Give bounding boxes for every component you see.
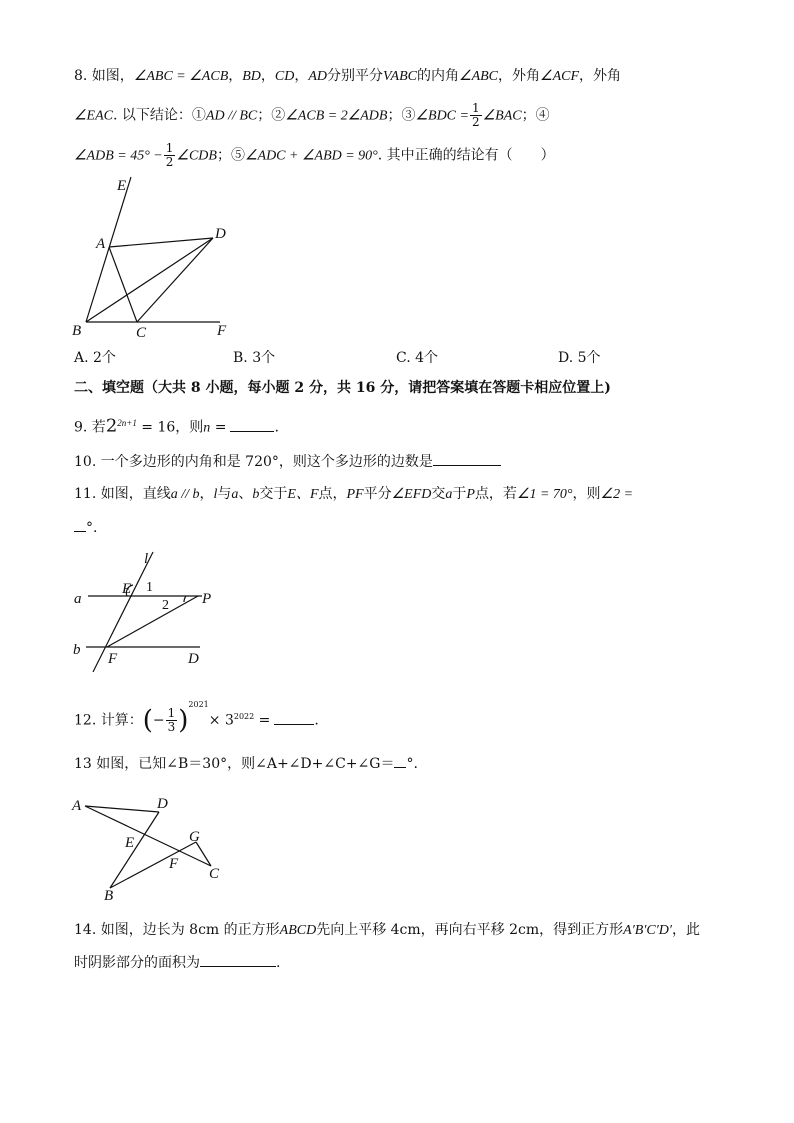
q11-label-b: b bbox=[73, 642, 81, 658]
q9-text: ，则 bbox=[175, 419, 204, 436]
q8-label-f: F bbox=[217, 323, 227, 339]
q10-answer-blank[interactable] bbox=[433, 451, 501, 466]
q11-text: ， bbox=[199, 486, 214, 502]
q8-option-c[interactable]: C. 4个 bbox=[396, 350, 439, 366]
q8-option-a[interactable]: A. 2个 bbox=[74, 350, 116, 366]
q11-label-f: F bbox=[108, 651, 118, 667]
q13-label-c: C bbox=[209, 866, 220, 882]
q11-text: 点，若 bbox=[474, 486, 517, 502]
q8-eq1: ∠ABC = ∠ACB bbox=[133, 69, 229, 84]
q11-parallel: a // b bbox=[170, 487, 200, 502]
frac-den: 2 bbox=[165, 155, 174, 169]
q12-eq: = bbox=[254, 712, 271, 729]
q11-label-1: 1 bbox=[146, 580, 153, 595]
q11-text: 点， bbox=[318, 486, 347, 502]
q11-line-2 bbox=[74, 517, 97, 538]
q11-text: °. bbox=[86, 520, 98, 536]
q8-statement-4a: ∠ADB = 45° − bbox=[74, 148, 163, 164]
q9-base: 2 bbox=[105, 415, 118, 437]
q8-line-3 bbox=[74, 142, 555, 169]
q13-label-b: B bbox=[104, 888, 114, 904]
q11-a: a bbox=[231, 487, 239, 502]
q13-text-end: °. bbox=[406, 756, 418, 772]
q14-text: 先向上平移 4cm，再向右平移 2cm，得到正方形 bbox=[316, 922, 624, 938]
q11-pf: PF bbox=[346, 487, 364, 502]
q8-text: ，外角 bbox=[498, 68, 541, 84]
q8-bd: BD bbox=[242, 69, 261, 84]
q12-exponent-2: 2022 bbox=[233, 712, 255, 721]
q13-label-f: F bbox=[169, 856, 179, 872]
q14-end: . bbox=[276, 955, 281, 971]
q13-label-e: E bbox=[125, 835, 135, 851]
q12-times: × 3 bbox=[208, 712, 234, 729]
q11-answer-blank[interactable] bbox=[74, 517, 86, 532]
q8-tail: . 其中正确的结论有（ ） bbox=[377, 147, 555, 164]
q13-line-bg bbox=[110, 842, 196, 888]
q8-fraction-half bbox=[470, 102, 482, 129]
q11-label-e: E bbox=[122, 581, 132, 597]
q11-text: 交 bbox=[431, 486, 446, 502]
q14-line-1 bbox=[74, 920, 700, 941]
q11-label-2: 2 bbox=[162, 598, 169, 613]
q12-fraction-third bbox=[166, 707, 178, 734]
q9-eq2: = bbox=[210, 419, 227, 436]
q14-square: ABCD bbox=[279, 923, 317, 938]
q11-b: b bbox=[252, 487, 260, 502]
q8-figure bbox=[70, 172, 240, 344]
q8-statement-3b: ∠BAC bbox=[482, 108, 522, 124]
q9 bbox=[74, 413, 279, 439]
q9-eq: = 16 bbox=[136, 419, 176, 436]
q13-label-g: G bbox=[189, 829, 200, 845]
q12-paren-open: ( bbox=[142, 705, 153, 736]
q14-answer-blank[interactable] bbox=[200, 952, 276, 967]
q13-line-db bbox=[110, 812, 159, 888]
q10-text: 10. 一个多边形的内角和是 720°，则这个多边形的边数是 bbox=[74, 454, 433, 470]
q11-figure bbox=[66, 548, 226, 672]
q8-cd: CD bbox=[274, 69, 295, 84]
section-2-title: 二、填空题（大共 8 小题，每小题 2 分，共 16 分，请把答案填在答题卡相应位置上) bbox=[74, 380, 611, 396]
q8-angle-acf: ∠ACF bbox=[540, 69, 580, 84]
q11-text: 平分 bbox=[363, 486, 392, 502]
q8-text: ； bbox=[387, 107, 402, 124]
q13-answer-blank[interactable] bbox=[394, 753, 406, 768]
q9-prefix: 9. 若 bbox=[74, 419, 106, 436]
q8-marker-1: ① bbox=[191, 107, 206, 124]
q8-marker-3: ③ bbox=[401, 107, 416, 124]
q14-square-2: A′B′C′D′ bbox=[623, 923, 672, 938]
q8-text: ， bbox=[228, 68, 243, 84]
q11-label-p: P bbox=[202, 591, 212, 607]
q12-neg: − bbox=[152, 712, 165, 729]
q12-prefix: 12. 计算： bbox=[74, 712, 143, 729]
q10 bbox=[74, 451, 501, 472]
q12-answer-blank[interactable] bbox=[274, 710, 314, 725]
q8-ad: AD bbox=[308, 69, 328, 84]
q11-line-pf bbox=[107, 596, 198, 647]
q8-text: 的内角 bbox=[417, 68, 460, 84]
q11-ask: ∠2 = bbox=[600, 487, 634, 502]
q8-text: ， bbox=[294, 68, 309, 84]
q8-marker-2: ② bbox=[271, 107, 286, 124]
q11-text: ，则 bbox=[572, 486, 601, 502]
q8-line-cd bbox=[137, 238, 213, 322]
q14-text: ，此 bbox=[671, 922, 700, 938]
q9-end: . bbox=[274, 419, 279, 436]
q14-text: 时阴影部分的面积为 bbox=[74, 955, 200, 971]
q8-label-c: C bbox=[136, 325, 147, 341]
q9-answer-blank[interactable] bbox=[230, 417, 274, 432]
q8-marker-4: ④ bbox=[535, 107, 550, 124]
q8-text: ； bbox=[257, 107, 272, 124]
q8-statement-3a: ∠BDC = bbox=[415, 108, 469, 124]
frac-num: 1 bbox=[165, 141, 174, 155]
q8-prefix: 8. 如图， bbox=[74, 68, 134, 84]
q11-angle: ∠EFD bbox=[391, 487, 432, 502]
q11-text: 、 bbox=[238, 486, 253, 502]
q11-p: P bbox=[466, 487, 475, 502]
q11-l: l bbox=[213, 487, 218, 502]
q11-condition: ∠1 = 70° bbox=[516, 487, 573, 502]
q8-statement-4b: ∠CDB bbox=[176, 148, 217, 164]
q13-figure bbox=[68, 792, 228, 908]
q11-label-d: D bbox=[188, 651, 199, 667]
q8-text: . 以下结论： bbox=[113, 107, 192, 124]
q11-text: 11. 如图，直线 bbox=[74, 486, 171, 502]
q13 bbox=[74, 753, 418, 774]
q12-paren-close: ) bbox=[178, 705, 189, 736]
q12-exponent-1: 2021 bbox=[188, 700, 209, 709]
q11-text: 与 bbox=[217, 486, 232, 502]
q8-label-e: E bbox=[117, 178, 127, 194]
q8-text: ； bbox=[521, 107, 536, 124]
q12 bbox=[74, 700, 319, 738]
q14-line-2 bbox=[74, 952, 280, 973]
q8-fraction-half-2 bbox=[164, 142, 176, 169]
q8-triangle: VABC bbox=[383, 69, 418, 84]
q11-label-a: a bbox=[74, 591, 82, 607]
q8-text: ； bbox=[216, 147, 231, 164]
q8-marker-5: ⑤ bbox=[230, 147, 245, 164]
q11-line-l bbox=[93, 552, 153, 672]
q8-statement-5: ∠ADC + ∠ABD = 90° bbox=[244, 148, 378, 164]
q11-angle-2-arc bbox=[184, 596, 186, 602]
q8-text: 分别平分 bbox=[327, 68, 384, 84]
q8-line-2 bbox=[74, 102, 550, 129]
q13-label-a: A bbox=[72, 798, 82, 814]
q11-text: 于 bbox=[452, 486, 467, 502]
q8-angle-eac: ∠EAC bbox=[74, 108, 113, 124]
q8-option-b[interactable]: B. 3个 bbox=[233, 350, 276, 366]
q8-line-ad bbox=[109, 238, 213, 247]
q8-line-be bbox=[86, 177, 131, 322]
q11-label-l: l bbox=[144, 551, 149, 567]
q8-text: ， bbox=[260, 68, 275, 84]
q14-text: 14. 如图，边长为 8cm 的正方形 bbox=[74, 922, 280, 938]
frac-den: 2 bbox=[471, 115, 480, 129]
q8-angle-abc: ∠ABC bbox=[459, 69, 499, 84]
frac-den: 3 bbox=[167, 720, 176, 735]
q11-text: 交于 bbox=[259, 486, 288, 502]
q11-line-1 bbox=[74, 484, 633, 505]
q8-line-ac bbox=[109, 247, 137, 322]
q13-text: 13 如图，已知∠B＝30°，则∠A+∠D+∠C+∠G＝ bbox=[74, 756, 395, 772]
q8-label-b: B bbox=[72, 323, 82, 339]
q13-label-d: D bbox=[157, 796, 168, 812]
q11-ef: E、F bbox=[287, 487, 319, 502]
q8-statement-2: ∠ACB = 2∠ADB bbox=[285, 108, 388, 124]
frac-num: 1 bbox=[167, 706, 176, 721]
frac-num: 1 bbox=[471, 101, 480, 115]
q11-a2: a bbox=[445, 487, 453, 502]
q9-var: n bbox=[203, 420, 211, 436]
q8-label-a: A bbox=[96, 236, 106, 252]
q8-statement-1: AD // BC bbox=[205, 108, 258, 124]
q9-exponent: 2n+1 bbox=[117, 418, 137, 428]
q8-option-d[interactable]: D. 5个 bbox=[558, 350, 601, 366]
q8-line-1 bbox=[74, 66, 621, 87]
q12-end: . bbox=[314, 712, 319, 729]
q8-text: ，外角 bbox=[579, 68, 622, 84]
q8-label-d: D bbox=[215, 226, 226, 242]
